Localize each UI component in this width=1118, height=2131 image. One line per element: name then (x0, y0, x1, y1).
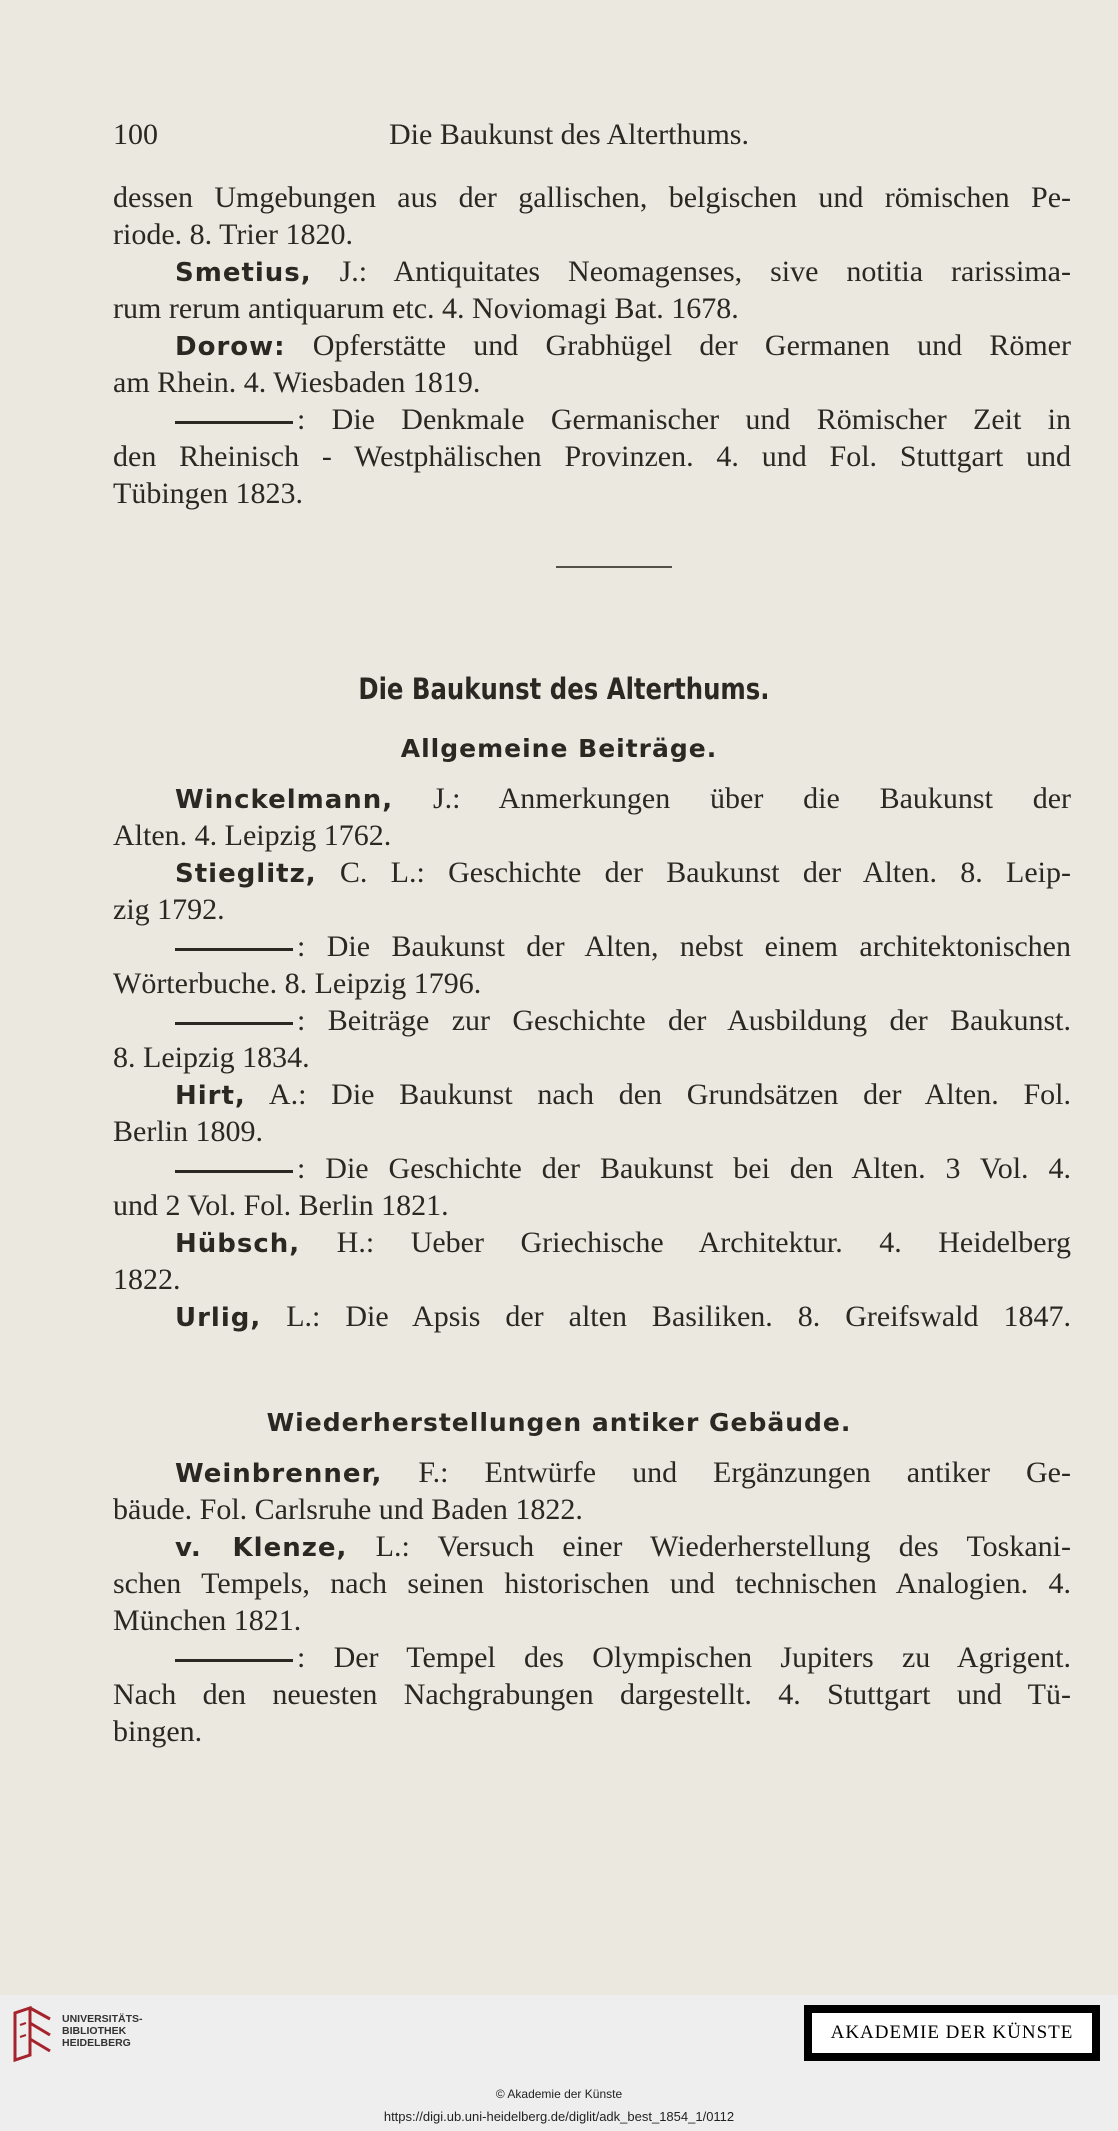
entry-text: A.: Die Baukunst nach den Grundsätzen der Alten. Fol. (245, 1078, 1071, 1111)
author-name: Dorow: (175, 332, 286, 362)
entry-text: H.: Ueber Griechische Architektur. 4. Heidelberg (300, 1226, 1071, 1259)
entry-text: C. L.: Geschichte der Baukunst der Alten. 8. Leip- (316, 856, 1071, 889)
entry-text: : Beiträge zur Geschichte der Ausbildung der Baukunst. (297, 1004, 1071, 1037)
author-name: Hirt, (175, 1081, 246, 1111)
university-library-logo-icon[interactable] (12, 2005, 54, 2063)
publisher-badge[interactable] (804, 2005, 1100, 2061)
entry-hirt-2 (113, 1150, 1071, 1187)
author-name: Smetius, (175, 258, 312, 288)
copyright-notice: © Akademie der Künste (495, 2087, 623, 2101)
author-name: Stieglitz, (175, 859, 317, 889)
text-line: den Rheinisch - Westphälischen Provinzen. 4. und Fol. Stuttgart und (113, 440, 1071, 473)
text-line: und 2 Vol. Fol. Berlin 1821. (113, 1189, 449, 1222)
entry-urlig (113, 1298, 1071, 1335)
text-line: dessen Umgebungen aus der gallischen, belgischen und römischen Pe- (113, 181, 1071, 214)
author-name: Weinbrenner, (175, 1459, 383, 1489)
author-name: Hübsch, (175, 1229, 301, 1259)
entry-text: : Der Tempel des Olympischen Jupiters zu Agrigent. (297, 1641, 1071, 1674)
entry-text: : Die Geschichte der Baukunst bei den Alten. 3 Vol. 4. (297, 1152, 1071, 1185)
text-line: 8. Leipzig 1834. (113, 1041, 310, 1074)
library-line: HEIDELBERG (62, 2037, 131, 2049)
text-line: am Rhein. 4. Wiesbaden 1819. (113, 366, 481, 399)
author-name: Urlig, (175, 1303, 262, 1333)
entry-stieglitz-3 (113, 1002, 1071, 1039)
page-number: 100 (113, 118, 158, 151)
text-line: zig 1792. (113, 893, 225, 926)
subsection-allgemeine-entries (113, 780, 1071, 1335)
entry-text: J.: Anmerkungen über die Baukunst der (393, 782, 1071, 815)
entry-huebsch (113, 1224, 1071, 1261)
text-line: München 1821. (113, 1604, 302, 1637)
text-line: Wörterbuche. 8. Leipzig 1796. (113, 967, 482, 1000)
university-library-name[interactable] (62, 2013, 143, 2049)
text-line: bingen. (113, 1715, 203, 1748)
text-line: Tübingen 1823. (113, 477, 303, 510)
permalink-url[interactable]: https://digi.ub.uni-heidelberg.de/diglit/adk_best_1854_1/0112 (383, 2109, 735, 2124)
ditto-dash (175, 1659, 293, 1662)
text-line: rum rerum antiquarum etc. 4. Noviomagi Bat. 1678. (113, 292, 739, 325)
library-line: BIBLIOTHEK (62, 2025, 127, 2037)
publisher-badge-label: AKADEMIE DER KÜNSTE (812, 2013, 1092, 2053)
entry-text: J.: Antiquitates Neomagenses, sive notitia rarissima- (311, 255, 1071, 288)
entry-smetius (113, 253, 1071, 290)
entry-text: F.: Entwürfe und Ergänzungen antiker Ge- (382, 1456, 1071, 1489)
text-line: Nach den neuesten Nachgrabungen dargestellt. 4. Stuttgart und Tü- (113, 1678, 1071, 1711)
subsection-title-allgemeine: Allgemeine Beiträge. (400, 734, 718, 763)
entry-stieglitz-2 (113, 928, 1071, 965)
entry-text: L.: Die Apsis der alten Basiliken. 8. Greifswald 1847. (261, 1300, 1071, 1333)
entry-winckelmann (113, 780, 1071, 817)
ditto-dash (175, 1170, 293, 1173)
text-line: Berlin 1809. (113, 1115, 263, 1148)
viewer-footer (0, 1995, 1118, 2131)
text-line: bäude. Fol. Carlsruhe und Baden 1822. (113, 1493, 583, 1526)
text-line: riode. 8. Trier 1820. (113, 218, 353, 251)
entry-dorow-2 (113, 401, 1071, 438)
subsection-title-wiederherstellungen: Wiederherstellungen antiker Gebäude. (266, 1408, 852, 1437)
entry-klenze (113, 1528, 1071, 1565)
top-entries (113, 179, 1071, 512)
library-line: UNIVERSITÄTS- (62, 2013, 143, 2025)
ditto-dash (175, 948, 293, 951)
entry-text: L.: Versuch einer Wiederherstellung des Toskani- (347, 1530, 1071, 1563)
entry-text: Opferstätte und Grabhügel der Germanen und Römer (285, 329, 1071, 362)
running-title: Die Baukunst des Alterthums. (389, 118, 749, 151)
entry-klenze-2 (113, 1639, 1071, 1676)
author-name: Winckelmann, (175, 785, 394, 815)
section-title: Die Baukunst des Alterthums. (358, 672, 770, 706)
author-name: v. Klenze, (175, 1533, 348, 1563)
text-line: schen Tempels, nach seinen historischen und technischen Analogien. 4. (113, 1567, 1071, 1600)
entry-text: : Die Baukunst der Alten, nebst einem architektonischen (297, 930, 1071, 963)
entry-weinbrenner (113, 1454, 1071, 1491)
ditto-dash (175, 421, 293, 424)
entry-stieglitz (113, 854, 1071, 891)
section-divider (556, 566, 672, 568)
text-line: Alten. 4. Leipzig 1762. (113, 819, 392, 852)
entry-text: : Die Denkmale Germanischer und Römischer Zeit in (297, 403, 1071, 436)
subsection-wiederherstellungen-entries (113, 1454, 1071, 1750)
text-line: 1822. (113, 1263, 181, 1296)
entry-dorow (113, 327, 1071, 364)
entry-hirt (113, 1076, 1071, 1113)
ditto-dash (175, 1022, 293, 1025)
